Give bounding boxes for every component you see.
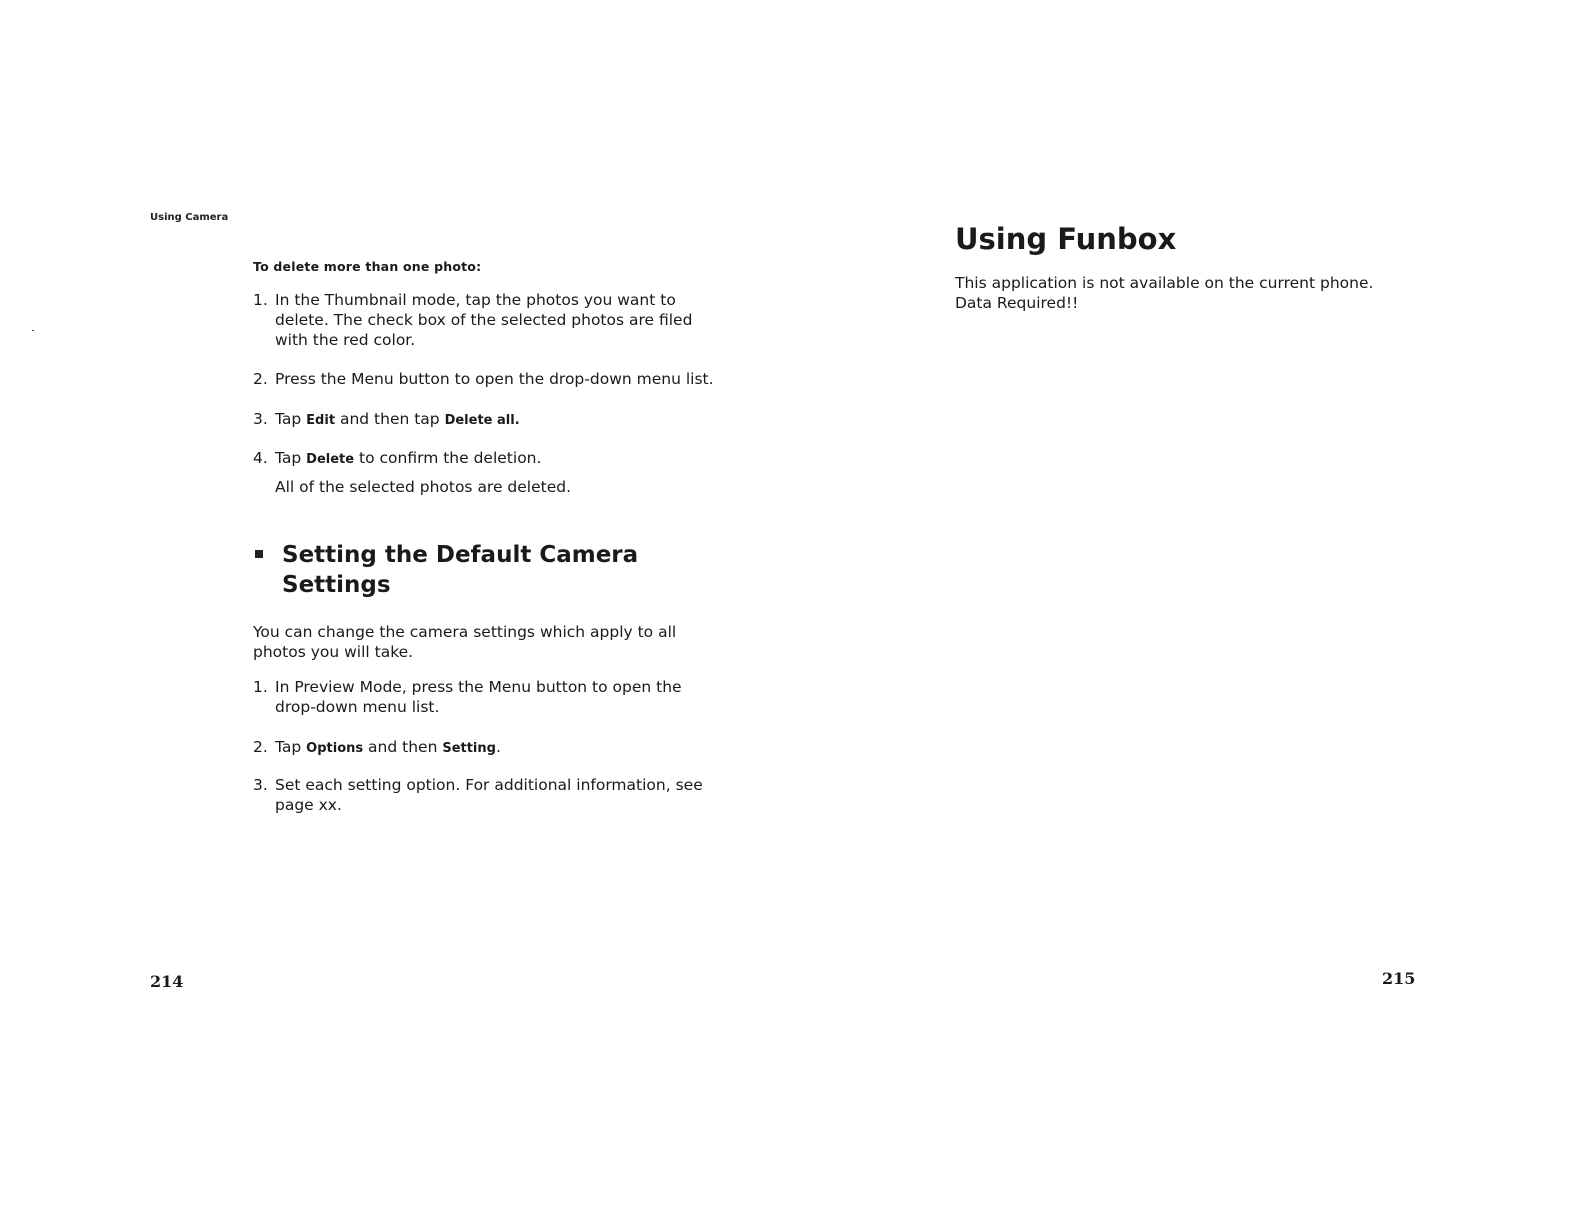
delete-step-1 (253, 290, 723, 350)
step-text: Press the Menu button to open the drop-down menu list. (275, 370, 714, 388)
subheading-delete-multiple: To delete more than one photo: (253, 259, 482, 274)
step-number: 2. (253, 370, 268, 388)
delete-all-keyword: Delete all. (444, 413, 520, 428)
step-text: In the Thumbnail mode, tap the photos you want to delete. The check box of the selected photos are filed with the red color. (275, 291, 693, 349)
scan-speck (32, 330, 34, 331)
step-text-post: . (495, 738, 501, 756)
step-number: 3. (253, 410, 268, 428)
settings-step-1 (253, 677, 723, 717)
step-text: Set each setting option. For additional information, see page xx. (275, 776, 703, 814)
edit-keyword: Edit (306, 413, 336, 428)
settings-step-3 (253, 775, 723, 815)
page-title: Using Funbox (955, 222, 1177, 256)
section-bullet-icon (255, 550, 263, 558)
section-intro: You can change the camera settings which apply to all photos you will take. (253, 623, 677, 661)
step-text-pre: Tap (275, 738, 307, 756)
page-body (955, 273, 1435, 313)
step-text-pre: Tap (275, 449, 307, 467)
delete-step-4 (253, 448, 723, 470)
step-text (275, 448, 723, 470)
page-number-right: 215 (1382, 969, 1416, 988)
step-text (275, 409, 723, 431)
availability-note: This application is not available on the current phone. (955, 274, 1374, 292)
options-keyword: Options (306, 741, 364, 756)
settings-step-2 (253, 737, 723, 759)
delete-result-note: All of the selected photos are deleted. (275, 478, 572, 496)
section-title: Setting the Default Camera Settings (282, 542, 639, 598)
step-text: In Preview Mode, press the Menu button to open the drop-down menu list. (275, 678, 682, 716)
delete-step-2 (253, 369, 723, 389)
step-number: 4. (253, 449, 268, 467)
running-header: Using Camera (150, 212, 229, 223)
step-number: 2. (253, 738, 268, 756)
delete-step-3 (253, 409, 723, 431)
step-number: 1. (253, 291, 268, 309)
page-number-left: 214 (150, 972, 184, 991)
step-text-post: to confirm the deletion. (354, 449, 542, 467)
step-text (275, 737, 723, 759)
delete-keyword: Delete (306, 452, 355, 467)
step-text-mid: and then tap (335, 410, 445, 428)
setting-keyword: Setting (442, 741, 496, 756)
step-text-pre: Tap (275, 410, 307, 428)
step-number: 1. (253, 678, 268, 696)
step-text-mid: and then (363, 738, 443, 756)
step-number: 3. (253, 776, 268, 794)
data-required-note: Data Required!! (955, 294, 1079, 312)
